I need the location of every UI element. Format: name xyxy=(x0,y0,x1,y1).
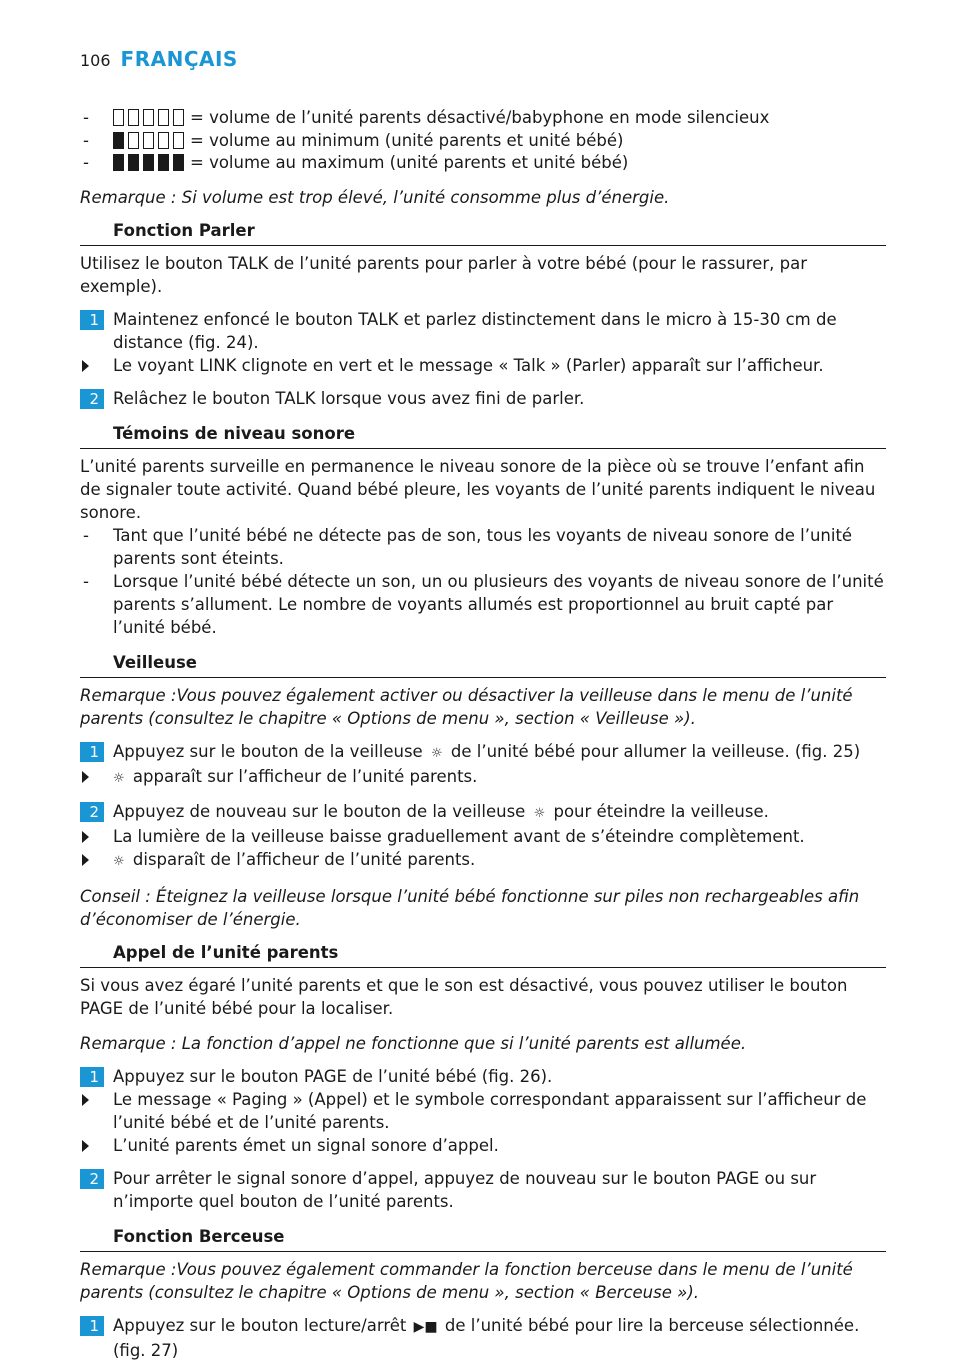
volume-level-text: = volume au maximum (unité parents et unité bébé) xyxy=(190,153,629,172)
item-text: Tant que l’unité bébé ne détecte pas de son, tous les voyants de niveau sonore de l’unité parents sont éteints. xyxy=(113,525,853,568)
step-text-cont: pour éteindre la veilleuse. xyxy=(553,801,769,821)
volume-level-row xyxy=(80,106,886,129)
volume-bar xyxy=(113,154,124,171)
volume-bar xyxy=(143,132,154,149)
volume-level-row xyxy=(80,129,886,152)
dash-bullet: - xyxy=(83,130,89,150)
sound-level-intro: L’unité parents surveille en permanence le niveau sonore de la pièce où se trouve l’enfant afin de signaler toute activité. Quand bébé pleure, les voyants de l’unité parents indiquent le niveau sonore. xyxy=(80,456,876,522)
lullaby-step-1 xyxy=(80,1314,886,1362)
step-number-badge: 1 xyxy=(80,310,104,330)
step-text: Relâchez le bouton TALK lorsque vous avez fini de parler. xyxy=(113,388,585,408)
volume-bar xyxy=(158,132,169,149)
result-text: disparaît de l’afficheur de l’unité parents. xyxy=(132,849,476,869)
result-text: La lumière de la veilleuse baisse graduellement avant de s’éteindre complètement. xyxy=(113,826,805,846)
result-text: apparaît sur l’afficheur de l’unité parents. xyxy=(132,766,478,786)
result-bullet-icon xyxy=(82,1140,89,1152)
sound-level-item-2 xyxy=(80,570,886,639)
volume-bars-icon xyxy=(113,132,184,149)
step-text-cont: de l’unité bébé pour allumer la veilleuse. (fig. 25) xyxy=(450,741,861,761)
volume-bar xyxy=(173,132,184,149)
section-heading-nightlight: Veilleuse xyxy=(80,651,886,678)
volume-bar xyxy=(143,109,154,126)
volume-bar xyxy=(173,109,184,126)
step-text-cont: de l’unité bébé pour lire la berceuse sélectionnée. (fig. 27) xyxy=(113,1315,860,1360)
talk-step-1 xyxy=(80,308,886,354)
result-bullet-icon xyxy=(82,854,89,866)
volume-bar xyxy=(113,109,124,126)
nightlight-result-2 xyxy=(80,825,886,848)
step-text: Appuyez sur le bouton PAGE de l’unité bébé (fig. 26). xyxy=(113,1066,553,1086)
step-number-badge: 2 xyxy=(80,802,104,822)
volume-bar xyxy=(128,154,139,171)
volume-bar xyxy=(158,154,169,171)
step-text: Pour arrêter le signal sonore d’appel, appuyez de nouveau sur le bouton PAGE ou sur n’importe quel bouton de l’unité parents. xyxy=(113,1168,817,1211)
section-language-title: FRANÇAIS xyxy=(120,47,238,71)
nightlight-icon: ☼ xyxy=(430,745,443,761)
item-text: Lorsque l’unité bébé détecte un son, un ou plusieurs des voyants de niveau sonore de l’unité parents s’allument. Le nombre de voyants allumés est proportionnel au bruit capté par l’unité bébé. xyxy=(113,571,884,637)
dash-bullet: - xyxy=(83,153,89,172)
volume-bar xyxy=(128,109,139,126)
volume-level-text: = volume de l’unité parents désactivé/babyphone en mode silencieux xyxy=(190,108,770,127)
section-heading-talk: Fonction Parler xyxy=(80,219,886,246)
page-number: 106 xyxy=(80,51,111,70)
result-bullet-icon xyxy=(82,1094,89,1106)
paging-result-1 xyxy=(80,1088,886,1134)
result-bullet-icon xyxy=(82,360,89,372)
section-heading-sound-level: Témoins de niveau sonore xyxy=(80,422,886,449)
section-heading-lullaby: Fonction Berceuse xyxy=(80,1225,886,1252)
result-text: Le voyant LINK clignote en vert et le message « Talk » (Parler) apparaît sur l’afficheur. xyxy=(113,355,824,375)
volume-note: Remarque : Si volume est trop élevé, l’unité consomme plus d’énergie. xyxy=(80,187,670,207)
dash-bullet: - xyxy=(83,108,89,127)
result-text: Le message « Paging » (Appel) et le symbole correspondant apparaissent sur l’afficheur de l’unité bébé et de l’unité parents. xyxy=(113,1089,867,1132)
sound-level-item-1 xyxy=(80,524,886,570)
volume-bar xyxy=(173,154,184,171)
talk-intro: Utilisez le bouton TALK de l’unité parents pour parler à votre bébé (pour le rassurer, par exemple). xyxy=(80,253,807,296)
volume-level-text: = volume au minimum (unité parents et unité bébé) xyxy=(190,130,624,150)
step-text: Appuyez de nouveau sur le bouton de la veilleuse xyxy=(113,801,526,821)
step-number-badge: 1 xyxy=(80,1316,104,1336)
step-text: Maintenez enfoncé le bouton TALK et parlez distinctement dans le micro à 15-30 cm de distance (fig. 24). xyxy=(113,309,837,352)
nightlight-step-2 xyxy=(80,800,886,825)
step-number-badge: 1 xyxy=(80,1067,104,1087)
page-header xyxy=(80,48,238,74)
step-number-badge: 2 xyxy=(80,389,104,409)
volume-bars-icon xyxy=(113,109,184,126)
nightlight-note: Remarque :Vous pouvez également activer ou désactiver la veilleuse dans le menu de l’unité parents (consultez le chapitre « Options de menu », section « Veilleuse »). xyxy=(80,685,853,728)
paging-step-1 xyxy=(80,1065,886,1088)
nightlight-icon: ☼ xyxy=(113,853,125,869)
step-number-badge: 1 xyxy=(80,742,104,762)
nightlight-step-1 xyxy=(80,740,886,765)
volume-bars-icon xyxy=(113,154,184,171)
play-stop-icon: ▶■ xyxy=(413,1318,438,1335)
result-bullet-icon xyxy=(82,831,89,843)
result-bullet-icon xyxy=(82,771,89,783)
nightlight-result-1 xyxy=(80,765,886,790)
page-content xyxy=(80,106,886,1362)
volume-bar xyxy=(143,154,154,171)
dash-bullet: - xyxy=(83,525,89,545)
talk-result-1 xyxy=(80,354,886,377)
paging-intro: Si vous avez égaré l’unité parents et que le son est désactivé, vous pouvez utiliser le bouton PAGE de l’unité bébé pour la localiser. xyxy=(80,975,848,1018)
paging-note: Remarque : La fonction d’appel ne fonctionne que si l’unité parents est allumée. xyxy=(80,1033,747,1053)
volume-bar xyxy=(113,132,124,149)
nightlight-icon: ☼ xyxy=(113,770,125,786)
nightlight-tip: Conseil : Éteignez la veilleuse lorsque l’unité bébé fonctionne sur piles non rechargeables afin d’économiser de l’énergie. xyxy=(80,886,860,929)
step-text: Appuyez sur le bouton de la veilleuse xyxy=(113,741,423,761)
step-text: Appuyez sur le bouton lecture/arrêt xyxy=(113,1315,407,1335)
volume-bar xyxy=(128,132,139,149)
step-number-badge: 2 xyxy=(80,1169,104,1189)
nightlight-result-3 xyxy=(80,848,886,873)
paging-step-2 xyxy=(80,1167,886,1213)
section-heading-paging: Appel de l’unité parents xyxy=(80,941,886,968)
nightlight-icon: ☼ xyxy=(533,805,546,821)
paging-result-2 xyxy=(80,1134,886,1157)
result-text: L’unité parents émet un signal sonore d’appel. xyxy=(113,1135,499,1155)
volume-level-list xyxy=(80,106,886,174)
volume-bar xyxy=(158,109,169,126)
volume-level-row xyxy=(80,151,886,174)
lullaby-note: Remarque :Vous pouvez également commander la fonction berceuse dans le menu de l’unité parents (consultez le chapitre « Options de menu », section « Berceuse »). xyxy=(80,1259,853,1302)
talk-step-2 xyxy=(80,387,886,410)
dash-bullet: - xyxy=(83,571,89,591)
